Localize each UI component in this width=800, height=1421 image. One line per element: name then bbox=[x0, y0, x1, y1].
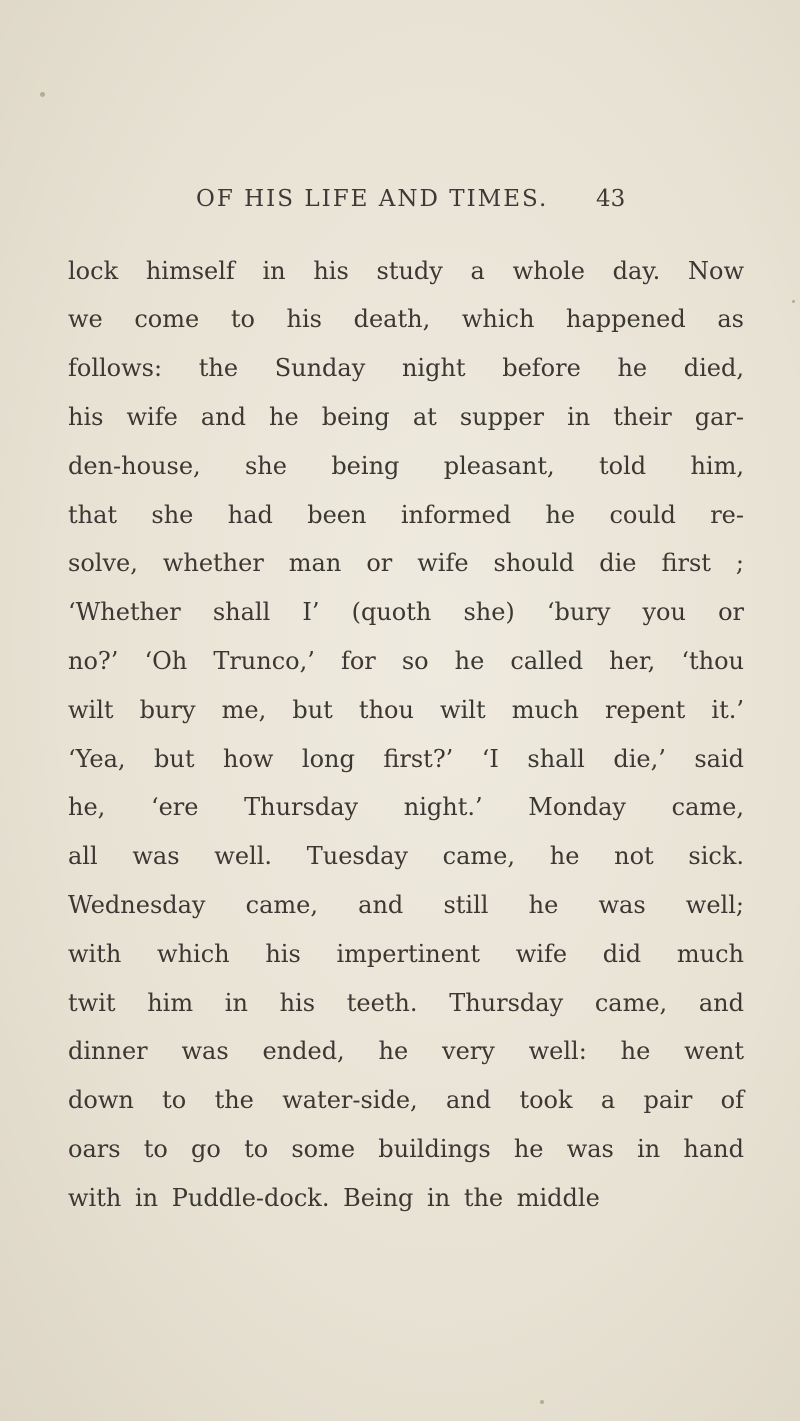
text-line: no?’ ‘Oh Trunco,’ for so he called her, ‘thou bbox=[68, 647, 744, 675]
text-line: his wife and he being at supper in their gar- bbox=[68, 403, 744, 431]
text-line: wilt bury me, but thou wilt much repent it.’ bbox=[68, 696, 744, 724]
running-head bbox=[0, 186, 800, 226]
text-line: down to the water-side, and took a pair of bbox=[68, 1086, 744, 1114]
text-line: with in Puddle-dock. Being in the middle bbox=[68, 1184, 600, 1212]
paper-speck bbox=[540, 1400, 544, 1404]
text-line: all was well. Tuesday came, he not sick. bbox=[68, 842, 744, 870]
text-line: twit him in his teeth. Thursday came, and bbox=[68, 989, 744, 1017]
text-line: oars to go to some buildings he was in hand bbox=[68, 1135, 744, 1163]
paper-speck bbox=[40, 92, 45, 97]
text-line: with which his impertinent wife did much bbox=[68, 940, 744, 968]
text-line: ‘Yea, but how long first?’ ‘I shall die,’ said bbox=[68, 745, 744, 773]
text-line: that she had been informed he could re- bbox=[68, 501, 744, 529]
running-head-title: OF HIS LIFE AND TIMES. bbox=[196, 186, 549, 212]
text-line: he, ‘ere Thursday night.’ Monday came, bbox=[68, 793, 744, 821]
text-line: Wednesday came, and still he was well; bbox=[68, 891, 744, 919]
text-line: ‘Whether shall I’ (quoth she) ‘bury you or bbox=[68, 598, 744, 626]
page-number: 43 bbox=[596, 186, 626, 212]
text-line: follows: the Sunday night before he died, bbox=[68, 354, 744, 382]
paper-speck bbox=[792, 300, 795, 303]
text-line: dinner was ended, he very well: he went bbox=[68, 1037, 744, 1065]
text-line: we come to his death, which happened as bbox=[68, 305, 744, 333]
text-line: lock himself in his study a whole day. Now bbox=[68, 257, 744, 285]
text-line: solve, whether man or wife should die first ; bbox=[68, 549, 744, 577]
text-line: den-house, she being pleasant, told him, bbox=[68, 452, 744, 480]
